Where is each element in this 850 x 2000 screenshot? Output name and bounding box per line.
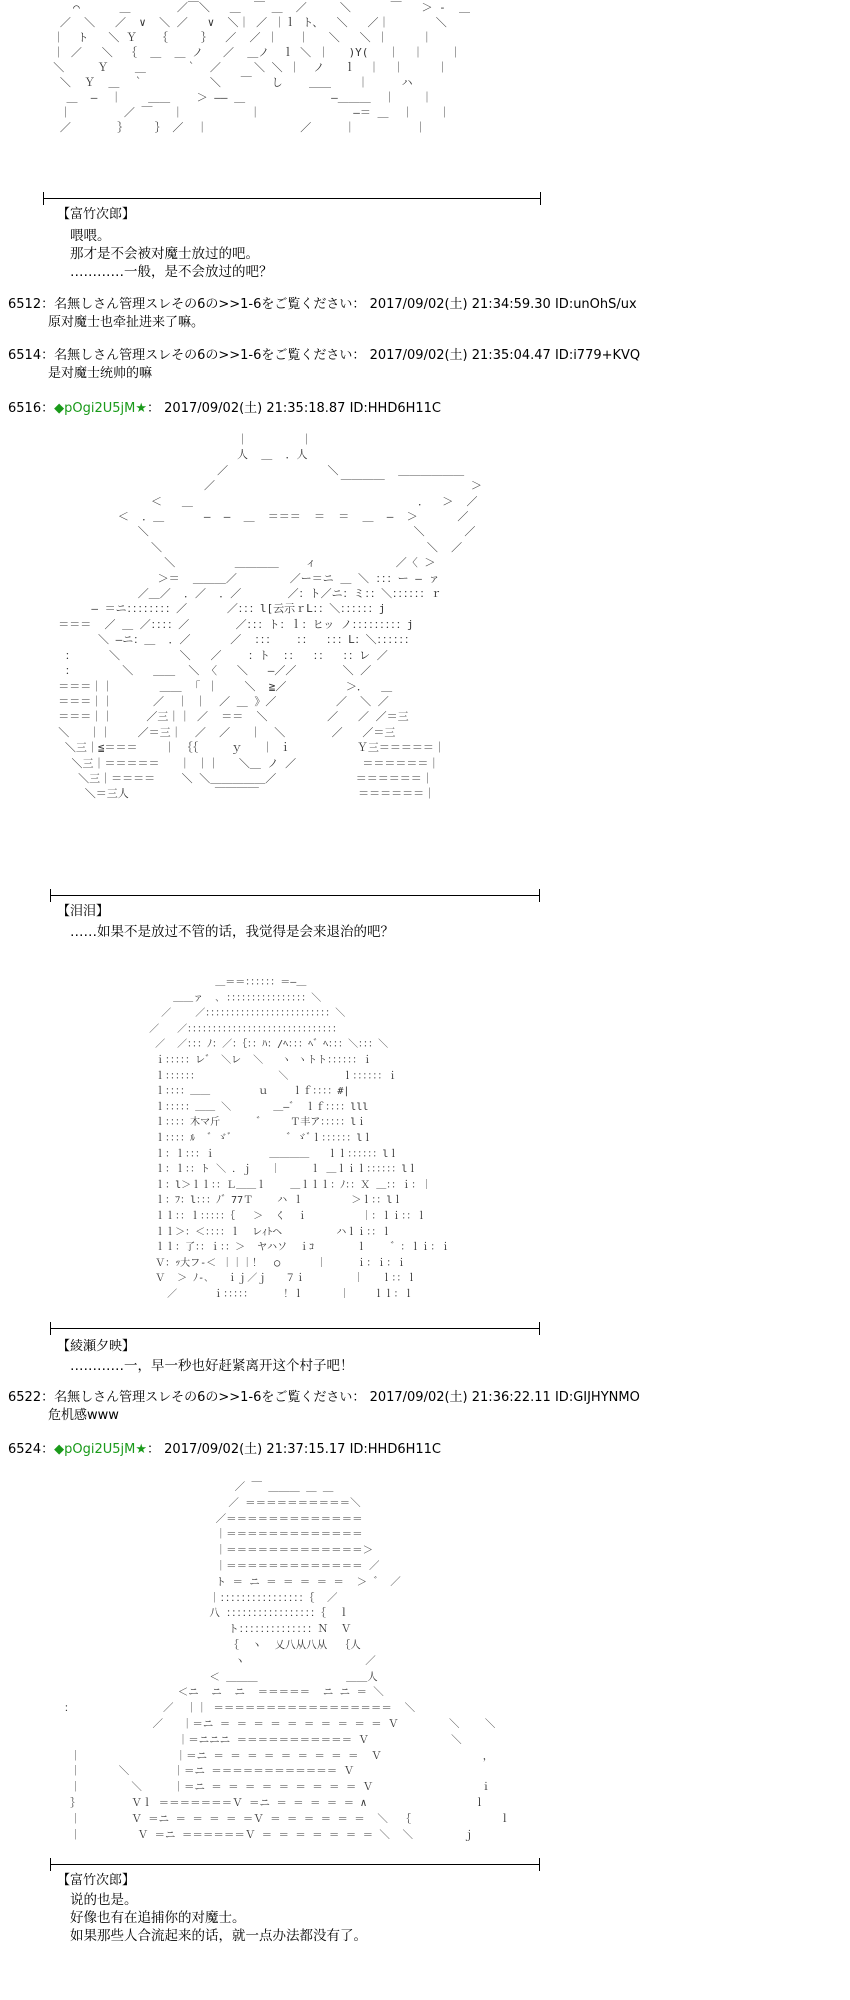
panel-divider: [50, 895, 540, 896]
author-trip: ◆pOgi2U5jM: [54, 1442, 136, 1457]
star-icon: ★: [135, 1442, 147, 1457]
dialogue-line: ……如果不是放过不管的话，我觉得是会来退治的吧？: [70, 924, 394, 940]
separator: ：: [352, 1390, 366, 1405]
separator: ：: [41, 401, 55, 416]
dialogue-line: …………一，早一秒也好赶紧离开这个村子吧！: [70, 1358, 354, 1374]
author-post-header: [8, 400, 441, 418]
separator: ：: [352, 297, 366, 312]
panel-divider: [50, 1328, 540, 1329]
author-post-header: [8, 1441, 441, 1459]
separator: ：: [352, 348, 366, 363]
dialogue-line: 如果那些人合流起来的话，就一点办法都没有了。: [70, 1928, 367, 1944]
poster-name: 名無しさん管理スレその6の>>1-6をご覧ください: [54, 1390, 353, 1405]
post-number[interactable]: 6512: [8, 297, 42, 312]
post-datetime: 2017/09/02(土) 21:34:59.30: [369, 297, 551, 312]
separator: ：: [41, 1390, 55, 1405]
panel-divider: [50, 1864, 540, 1865]
speaker-name: 【富竹次郎】: [57, 207, 136, 222]
dialogue-line: 喂喂。: [70, 228, 111, 244]
ascii-art-top: ⌒ ＿ ／￣＼ ＿ ￣ ＿ ／ ＼ ￣ ＞ ‐ ＿ ／ ＼ ／ ∨ ＼ ／ ∨ ＼｜ ／ ｜ｌ ト、 ＼ ／｜ ＼ ｜ ト ＼ Ｙ ｛ ｝ ／ ／ ｜ ｜ ＼ ＼ ｜ ｜ ｜ ／ ＼ ｛ ＿ ＿ ノ ／ ＿ノ ｌ ＼ ｜ )Y( ｜ ｜ ｜ ＼ Ｙ ＿ ｀ ／ ＼ ＼ ｜ ノ ｌ ｜ ｜ ｜ ＼ Ｙ ＿ ｀ ＼ ￣ し ＿＿ ｜ ハ ＿ ― ｜ ＿＿ ＞ ―― ＿ ―＿＿＿ ｜ ｜ ｜ ／ ￣ ｜ ｜ ―＝ ＿ ｜ ｜ ／ ｝ ｝ ／ ｜ ／ ｜ ｜: [53, 1, 471, 134]
post-header: [8, 347, 640, 365]
ascii-art-tomitake: ／ ￣ ＿＿＿ ＿ ＿ ／ ＝＝＝＝＝＝＝＝＝＝＼ ／＝＝＝＝＝＝＝＝＝＝＝＝＝ ｜＝＝＝＝＝＝＝＝＝＝＝＝＝ ｜＝＝＝＝＝＝＝＝＝＝＝＝＝＞ ｜＝＝＝＝＝＝＝＝＝＝＝＝＝ ／ ト ＝ ニ ＝ ＝ ＝ ＝ ＝ ＞ ゛ ／ ｜：：：：：：：：：：：：：：：：｛ ／ 八 ：：：：：：：：：：：：：：：：：｛ ｌ ト：：：：：：：：：：：：：：Ｎ Ｖ ｛ ヽ 乂八从八从 ｛人 ヽ ／ ＜ ＿＿＿ ＿＿人 ＜ニ ニ ニ ＝＝＝＝＝ ニ ニ ＝ ＼ ： ／ ｜｜ ＝＝＝＝＝＝＝＝＝＝＝＝＝＝＝＝＝ ＼ ／ ｜＝ニ ＝ ＝ ＝ ＝ ＝ ＝ ＝ ＝ ＝ ＝ Ｖ ＼ ＼ ｜＝ニニニ ＝＝＝＝＝＝＝＝＝＝＝ Ｖ ＼ ｜ ｜＝ニ ＝ ＝ ＝ ＝ ＝ ＝ ＝ ＝ ＝ Ｖ ， ｜ ＼ ｜＝ニ ＝＝＝＝＝＝＝＝＝＝＝＝ Ｖ ｜ ＼ ｜＝ニ ＝ ＝ ＝ ＝ ＝ ＝ ＝ ＝ ＝ Ｖ ｉ ｝ Ｖｌ ＝＝＝＝＝＝＝Ｖ ＝ニ ＝ ＝ ＝ ＝ ＝ ∧ ｌ ｜ Ｖ ＝ニ ＝ ＝ ＝ ＝ ＝Ｖ ＝ ＝ ＝ ＝ ＝ ＝ ＼ ｛ ｌ ｜ Ｖ ＝ニ ＝＝＝＝＝＝Ｖ ＝ ＝ ＝ ＝ ＝ ＝ ＝ ＼ ＼ ｊ: [63, 1481, 511, 1841]
dialogue-line: 好像也有在追捕你的对魔士。: [70, 1910, 246, 1926]
post-id[interactable]: ID:HHD6H11C: [349, 401, 442, 416]
separator: ：: [147, 401, 161, 416]
post-body: 是对魔士统帅的嘛: [48, 366, 153, 381]
speaker-name: 【富竹次郎】: [57, 1873, 136, 1888]
ascii-art-cat: ｜ ｜ 人 ＿ ．人 ／ ＼ ＿＿＿＿＿＿ ／ ￣￣￣￣ ＞ ＜ ＿ ． ＞ ／ ＜ ．＿ ― ― ＿ ＝＝＝ ＝ ＝ ＿ ― ＞ ／ ＼ ＼ ／ ＼ ＼ ／ ＼ ＿＿＿＿ ィ ／〈 ＞ ＞＝ ＿＿＿／ ／ー＝ニ ＿ ＼ ：：：ー ― ァ ／＿／ ．／ ．／ ／：ト／ニ：ミ：：＼：：：：：：ｒ ― ＝ニ：：：：：：：：／ ／：：：l[云示ｒL：：＼：：：：：：j ＝＝＝ ／ ＿ ／：：：：／ ／：：：ト：ｌ：ヒッ ノ：：：：：：：：：j ＼ ―ニ：＿ ．／ ／ ：：： ：： ：：：L：＼：：：：：： ： ＼ ＼ ／ ：ト ：： ：： ：：レ ／ ： ＼ ＿＿ ＼ 〈 ＼ ―／／ ＼ ／ ＝＝＝｜｜ ＿＿ ｢ ｜ ＼ ≧／ ＞． ＿ ＝＝＝｜｜ ／ ｜ ｜ ／ ＿ 》／ ／ ＼ ／ ＝＝＝｜｜ ／三｜｜ ／ ＝＝ ＼ ／ ／ ／＝三 ＼ ｜｜ ／＝三｜ ／ ／ ｜ ＼ ／ ／＝三 ＼三｜≦＝＝＝ ｜ ｛｛ ｙ ｜ ｉ Ｙ三＝＝＝＝＝｜ ＼三｜＝＝＝＝＝ ｜ ｜｜ ＼＿ ノ ／ ＝＝＝＝＝＝｜ ＼三｜＝＝＝＝ ＼ ＼＿＿＿＿＿／ ＝＝＝＝＝＝｜ ＼＝三人 ￣￣￣￣ ＝＝＝＝＝＝｜: [58, 433, 482, 801]
poster-name: 名無しさん管理スレその6の>>1-6をご覧ください: [54, 348, 353, 363]
post-datetime: 2017/09/02(土) 21:35:18.87: [164, 401, 346, 416]
post-id[interactable]: ID:i779+KVQ: [554, 348, 641, 363]
post-id[interactable]: ID:unOhS/ux: [554, 297, 637, 312]
post-number[interactable]: 6514: [8, 348, 42, 363]
poster-name: 名無しさん管理スレその6の>>1-6をご覧ください: [54, 297, 353, 312]
post-header: [8, 296, 637, 314]
post-body: 危机感www: [48, 1408, 119, 1423]
post-number[interactable]: 6516: [8, 401, 42, 416]
dialogue-line: 那才是不会被对魔士放过的吧。: [70, 246, 259, 262]
speaker-name: 【泪泪】: [57, 904, 110, 919]
panel-divider: [43, 198, 541, 199]
post-header: [8, 1389, 640, 1407]
post-id[interactable]: ID:HHD6H11C: [349, 1442, 442, 1457]
author-trip: ◆pOgi2U5jM: [54, 401, 136, 416]
post-id[interactable]: ID:GIJHYNMO: [554, 1390, 640, 1405]
post-body: 原对魔士也牵扯进来了嘛。: [48, 315, 205, 330]
speaker-name: 【綾瀬夕映】: [57, 1339, 136, 1354]
star-icon: ★: [135, 401, 147, 416]
separator: ：: [41, 348, 55, 363]
dialogue-line: …………一般，是不会放过的吧？: [70, 264, 273, 280]
dialogue-line: 说的也是。: [70, 1892, 138, 1908]
post-number[interactable]: 6522: [8, 1390, 42, 1405]
separator: ：: [41, 1442, 55, 1457]
ascii-art-yue: ＿＝＝：：：：：：＝―＿ ＿＿ァ ､ ：：：：：：：：：：：：：：：：＼ ／ ／：：：：：：：：：：：：：：：：：：：：：：：：：＼ ／ ／：：：：：：：：：：：：：：：：：：：：：：：：：：：：：： ／ ／：：：ﾉ：／：｛：：ﾊ：/ﾍ：：：ﾍ゛ﾍ：：：＼：：：＼ ｉ：：：：：レ゛ ＼レ ＼ ヽ ヽトト：：：：：：ｉ ｌ：：：：：： ＼ ｌ：：：：：：ｉ ｌ：：：：＿＿ ｕ ｌｆ：：：：#| ｌ：：：：：＿＿ ＼ ＿―゛ ｌｆ：：：：lll ｌ：：：：木マ斤 ゛ Ｔ丰ア：：：：：lｉ ｌ：：：：ﾙ ゛ゞﾞ ゛ゞﾞｌ：：：：：：lｌ ｌ：ｌ：：：ｉ ＿＿＿＿ ｌｌ：：：：：：lｌ ｌ：ｌ：：ト ＼ ．ｊ ｜ ｌ ＿ｌｉｌ：：：：：：lｌ ｌ：l＞ｌｌ：：Ｌ＿＿ｌ ＿ｌｌｌ：ﾉ：：Ｘ ＿：：ｉ：｜ ｌ：ﾌ：l：：：ﾉ゛77Ｔ ハ ｌ ＞ｌ：：lｌ ｌｌ：：ｌ：：：：：｛ ＞ く ｉ ｜：ｌｉ：：ｌ ｌｌ＞：＜：：：：ｌ レｨﾄヘ ハｌｉ：：ｌ ｌｌ：了：：ｉ：：＞ ヤハソ ｉｺ ｌ ゛：ｌｉ：ｉ Ｖ：ｯ大フ-＜ ｜｜｜！ ◯ ｜ ｉ：ｉ：ｉ Ｖ ＞ ﾉ-､ ｉｊ／ｊ ７ｉ ｜ ｌ：：ｌ ／ ｉ：：：：： ！ｌ ｜ ｌｌ：ｌ: [149, 977, 451, 1300]
post-datetime: 2017/09/02(土) 21:35:04.47: [369, 348, 551, 363]
post-datetime: 2017/09/02(土) 21:36:22.11: [369, 1390, 551, 1405]
separator: ：: [41, 297, 55, 312]
post-number[interactable]: 6524: [8, 1442, 42, 1457]
separator: ：: [147, 1442, 161, 1457]
post-datetime: 2017/09/02(土) 21:37:15.17: [164, 1442, 346, 1457]
